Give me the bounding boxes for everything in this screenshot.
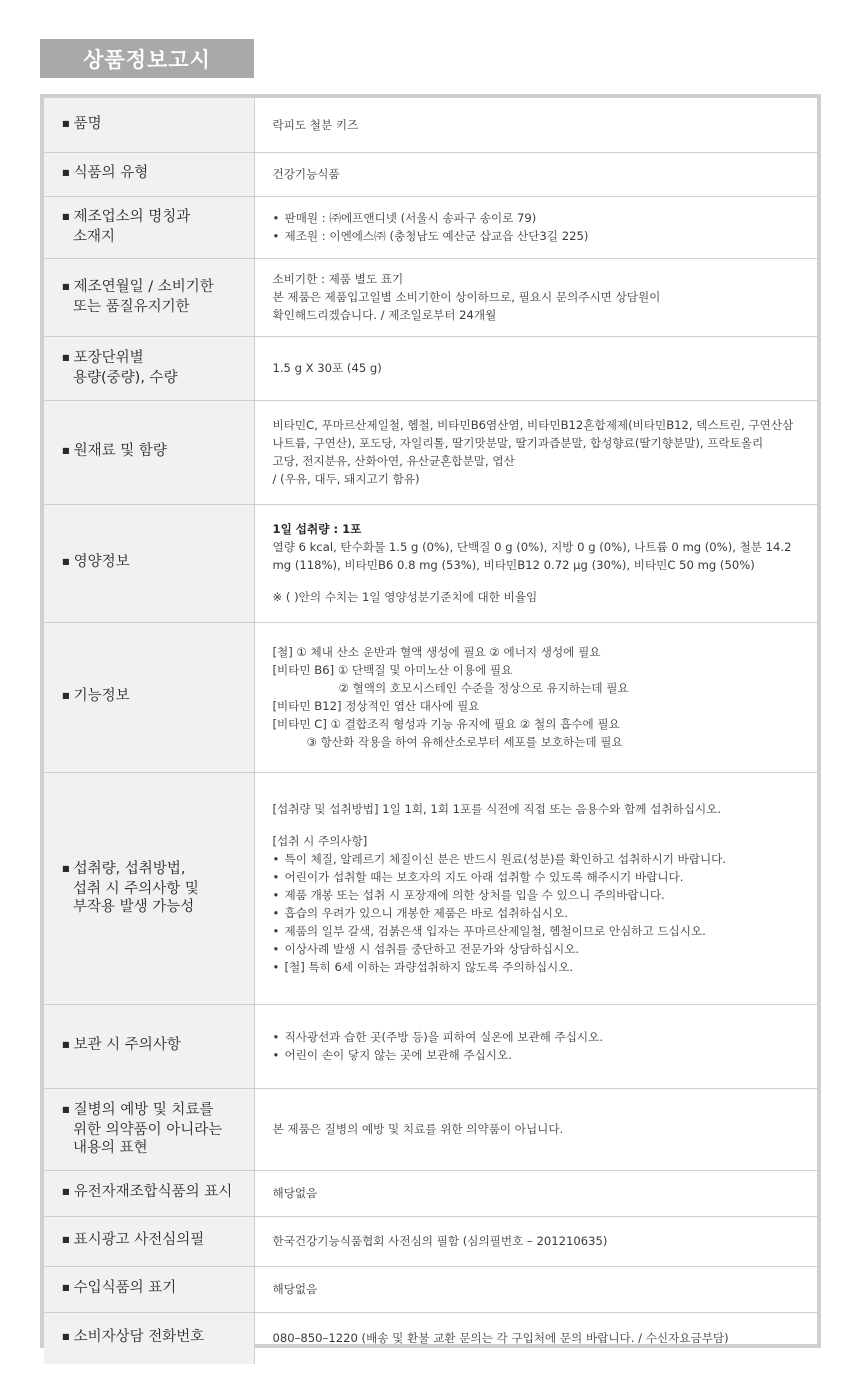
row-label: ■ 섭취량, 섭취방법, 섭취 시 주의사항 및 부작용 발생 가능성 — [44, 772, 254, 1004]
table-row — [44, 336, 817, 400]
row-label: ■ 제조업소의 명칭과 소재지 — [44, 196, 254, 258]
product-info-table — [44, 98, 817, 1364]
row-value: 해당없음 — [254, 1170, 817, 1216]
table-row — [44, 1170, 817, 1216]
table-row — [44, 1004, 817, 1088]
row-value: 해당없음 — [254, 1266, 817, 1312]
row-label: ■ 표시광고 사전심의필 — [44, 1216, 254, 1266]
table-row — [44, 258, 817, 336]
table-row — [44, 1216, 817, 1266]
row-value: • 직사광선과 습한 곳(주방 등)을 피하여 실온에 보관해 주십시오. • 어린이 손이 닿지 않는 곳에 보관해 주십시오. — [254, 1004, 817, 1088]
table-row — [44, 1312, 817, 1364]
row-value: • 판매원 : ㈜에프앤디넷 (서울시 송파구 송이로 79) • 제조원 : 이엔에스㈜ (충청남도 예산군 삽교읍 산단3길 225) — [254, 196, 817, 258]
row-label: ■ 원재료 및 함량 — [44, 400, 254, 504]
row-label: ■ 영양정보 — [44, 504, 254, 622]
row-label: ■ 수입식품의 표기 — [44, 1266, 254, 1312]
row-value: 비타민C, 푸마르산제일철, 헴철, 비타민B6염산염, 비타민B12혼합제제(비타민B12, 덱스트린, 구연산삼 나트륨, 구연산), 포도당, 자일리톨, 딸기맛분말, 딸기과즙분말, 합성향료(딸기향분말), 프락토올리 고당, 전지분유, 산화아연, 유산균혼합분말, 엽산 / (우유, 대두, 돼지고기 함유) — [254, 400, 817, 504]
table-row — [44, 1266, 817, 1312]
row-value: 1.5 g X 30포 (45 g) — [254, 336, 817, 400]
row-value: 1일 섭취량 : 1포 열량 6 kcal, 탄수화물 1.5 g (0%), 단백질 0 g (0%), 지방 0 g (0%), 나트륨 0 mg (0%), 철분 14.2 mg (118%), 비타민B6 0.8 mg (53%), 비타민B12 0.72 μg (30%), 비타민C 50 mg (50%) ※ ( )안의 수치는 1일 영양성분기준치에 대한 비율임 — [254, 504, 817, 622]
table-row — [44, 98, 817, 152]
row-label: ■ 품명 — [44, 98, 254, 152]
table-row — [44, 622, 817, 772]
row-value: 소비기한 : 제품 별도 표기 본 제품은 제품입고일별 소비기한이 상이하므로, 필요시 문의주시면 상담원이 확인해드리겠습니다. / 제조일로부터 24개월 — [254, 258, 817, 336]
table-row — [44, 400, 817, 504]
nutrition-note: ※ ( )안의 수치는 1일 영양성분기준치에 대한 비율임 — [272, 590, 538, 604]
row-label: ■ 식품의 유형 — [44, 152, 254, 196]
row-label: ■ 유전자재조합식품의 표시 — [44, 1170, 254, 1216]
row-value: [철] ① 체내 산소 운반과 혈액 생성에 필요 ② 에너지 생성에 필요 [비타민 B6] ① 단백질 및 아미노산 이용에 필요 ② 혈액의 호모시스테인 수준을 정상으로 유지하는데 필요 [비타민 B12] 정상적인 엽산 대사에 필요 [비타민 C] ① 결합조직 형성과 기능 유지에 필요 ② 철의 흡수에 필요 ③ 항산화 작용을 하여 유해산소로부터 세포를 보호하는데 필요 — [254, 622, 817, 772]
page-title: 상품정보고시 — [40, 39, 254, 78]
row-label: ■ 질병의 예방 및 치료를 위한 의약품이 아니라는 내용의 표현 — [44, 1088, 254, 1170]
table-row — [44, 772, 817, 1004]
row-label: ■ 기능정보 — [44, 622, 254, 772]
row-value: [섭취량 및 섭취방법] 1일 1회, 1회 1포를 식전에 직접 또는 음용수와 함께 섭취하십시오. [섭취 시 주의사항] • 특이 체질, 알레르기 체질이신 분은 반드시 원료(성분)를 확인하고 섭취하시기 바랍니다. • 어린이가 섭취할 때는 보호자의 지도 아래 섭취할 수 있도록 해주시기 바랍니다. • 제품 개봉 또는 섭취 시 포장재에 의한 상처를 입을 수 있으니 주의바랍니다. • 흡습의 우려가 있으니 개봉한 제품은 바로 섭취하십시오. • 제품의 일부 갈색, 검붉은색 입자는 푸마르산제일철, 헴철이므로 안심하고 드십시오. • 이상사례 발생 시 섭취를 중단하고 전문가와 상담하십시오. • [철] 특히 6세 이하는 과량섭취하지 않도록 주의하십시오. — [254, 772, 817, 1004]
table-row — [44, 152, 817, 196]
serving-heading: 1일 섭취량 : 1포 — [272, 522, 362, 536]
row-value: 건강기능식품 — [254, 152, 817, 196]
row-label: ■ 보관 시 주의사항 — [44, 1004, 254, 1088]
row-label: ■ 제조연월일 / 소비기한 또는 품질유지기한 — [44, 258, 254, 336]
row-value: 락피도 철분 키즈 — [254, 98, 817, 152]
row-label: ■ 소비자상담 전화번호 — [44, 1312, 254, 1364]
row-value: 080–850–1220 (배송 및 환불 교환 문의는 각 구입처에 문의 바랍니다. / 수신자요금부담) — [272, 1331, 729, 1346]
table-row — [44, 1088, 817, 1170]
table-row — [44, 504, 817, 622]
row-value: 본 제품은 질병의 예방 및 치료를 위한 의약품이 아닙니다. — [254, 1088, 817, 1170]
table-row — [44, 196, 817, 258]
row-value: 한국건강기능식품협회 사전심의 필함 (심의필번호 – 201210635) — [254, 1216, 817, 1266]
row-label: ■ 포장단위별 용량(중량), 수량 — [44, 336, 254, 400]
